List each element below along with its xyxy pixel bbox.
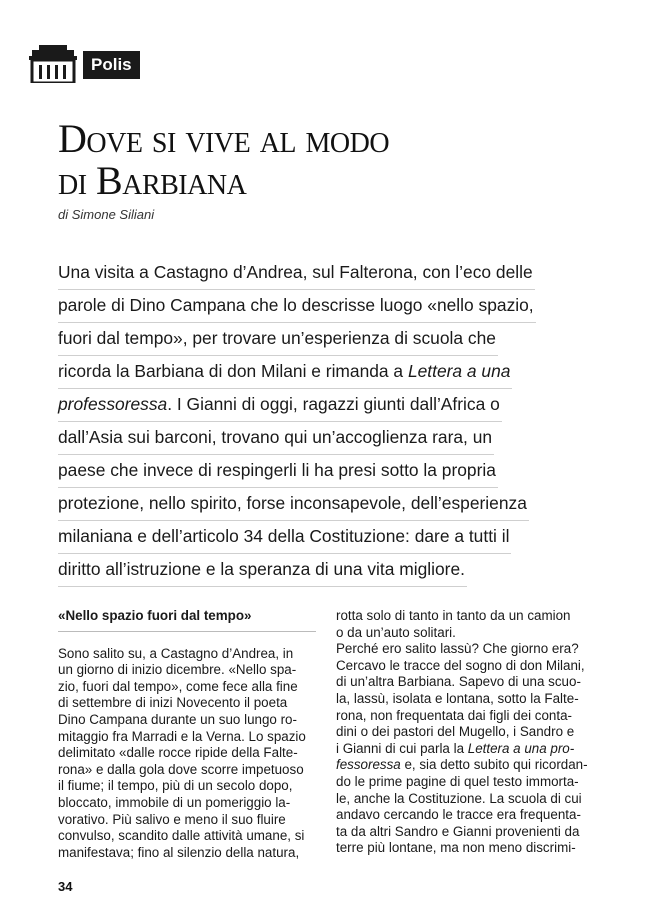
body-line: vorativo. Più salivo e meno il suo fluire — [58, 811, 286, 827]
section-label: Polis — [83, 51, 140, 79]
abstract-line: Una visita a Castagno d’Andrea, sul Falterona, con l’eco delle — [58, 257, 535, 290]
body-line: Perché ero salito lassù? Che giorno era? — [336, 641, 579, 657]
body-line: il fiume; il tempo, più di un secolo dopo, — [58, 778, 293, 794]
body-line: manifestava; fino al silenzio della natura, — [58, 844, 300, 860]
body-line: un giorno di inizio dicembre. «Nello spa- — [58, 662, 297, 678]
abstract-line: protezione, nello spirito, forse inconsapevole, dell’esperienza — [58, 488, 529, 521]
body-line: convulso, scandito dalle attività umane, si — [58, 828, 305, 844]
abstract-text: . I Gianni di oggi, ragazzi giunti dall’Africa o — [167, 394, 500, 414]
book-title: professoressa — [58, 394, 168, 414]
abstract-line: milaniana e dell’articolo 34 della Costituzione: dare a tutti il — [58, 521, 511, 554]
body-line: bloccato, immobile di un pomeriggio la- — [58, 794, 291, 810]
body-line: di settembre di inizi Novecento il poeta — [58, 695, 288, 711]
article-abstract — [58, 257, 570, 587]
body-line — [336, 757, 594, 774]
body-text: i Gianni di cui parla la — [336, 740, 468, 756]
body-line: zio, fuori dal tempo», come fece alla fine — [58, 678, 298, 694]
body-line: le, anche la Costituzione. La scuola di cui — [336, 790, 582, 806]
author-byline: di Simone Siliani — [58, 207, 155, 222]
page-number: 34 — [58, 879, 73, 894]
article-title — [58, 118, 618, 202]
body-column-left — [58, 608, 316, 861]
body-line: di un’altra Barbiana. Sapevo di una scuo- — [336, 674, 581, 690]
body-line: ta da altri Sandro e Gianni provenienti da — [336, 823, 580, 839]
section-header — [29, 45, 140, 83]
abstract-line: diritto all’istruzione e la speranza di una vita migliore. — [58, 554, 467, 587]
body-line: Dino Campana durante un suo lungo ro- — [58, 711, 297, 727]
abstract-line: dall’Asia sui barconi, trovano qui un’accoglienza rara, un — [58, 422, 494, 455]
title-line: di Barbiana — [58, 158, 247, 203]
book-title: Lettera a una — [407, 361, 511, 381]
body-line: rona» e dalla gola dove scorre impetuoso — [58, 761, 304, 777]
body-line: delimitato «dalle rocce ripide della Falte- — [58, 745, 298, 761]
body-line — [336, 741, 594, 758]
abstract-line: parole di Dino Campana che lo descrisse luogo «nello spazio, — [58, 290, 536, 323]
body-line: rotta solo di tanto in tanto da un camion — [336, 608, 571, 623]
book-title: fessoressa — [336, 757, 401, 773]
body-line: la, lassù, isolata e lontana, sotto la Falte- — [336, 690, 579, 706]
body-line: o da un’auto solitari. — [336, 624, 456, 640]
body-line: do le prime pagine di quel testo immorta- — [336, 773, 579, 789]
body-line: terre più lontane, ma non meno discrimi- — [336, 840, 576, 856]
abstract-line: paese che invece di respingerli li ha presi sotto la propria — [58, 455, 498, 488]
section-subheading: «Nello spazio fuori dal tempo» — [58, 608, 316, 632]
body-line: Sono salito su, a Castagno d’Andrea, in — [58, 645, 294, 661]
body-column-right — [336, 608, 594, 857]
abstract-text: ricorda la Barbiana di don Milani e rimanda a — [58, 361, 408, 381]
abstract-line — [58, 356, 512, 389]
body-line: rona, non frequentata dai figli dei conta- — [336, 707, 572, 723]
body-line: dini o dei pastori del Mugello, i Sandro e — [336, 724, 575, 740]
body-line: andavo cercando le tracce era frequenta- — [336, 807, 581, 823]
book-title: Lettera a una pro- — [467, 740, 575, 756]
abstract-line: fuori dal tempo», per trovare un’esperienza di scuola che — [58, 323, 498, 356]
body-text: e, sia detto subito qui ricordan- — [400, 757, 588, 773]
abstract-line — [58, 389, 502, 422]
building-icon — [29, 45, 77, 83]
body-line: mitaggio fra Marradi e la Verna. Lo spazio — [58, 728, 306, 744]
body-line: Cercavo le tracce del sogno di don Milani, — [336, 657, 585, 673]
title-line: Dove si vive al modo — [58, 116, 390, 161]
